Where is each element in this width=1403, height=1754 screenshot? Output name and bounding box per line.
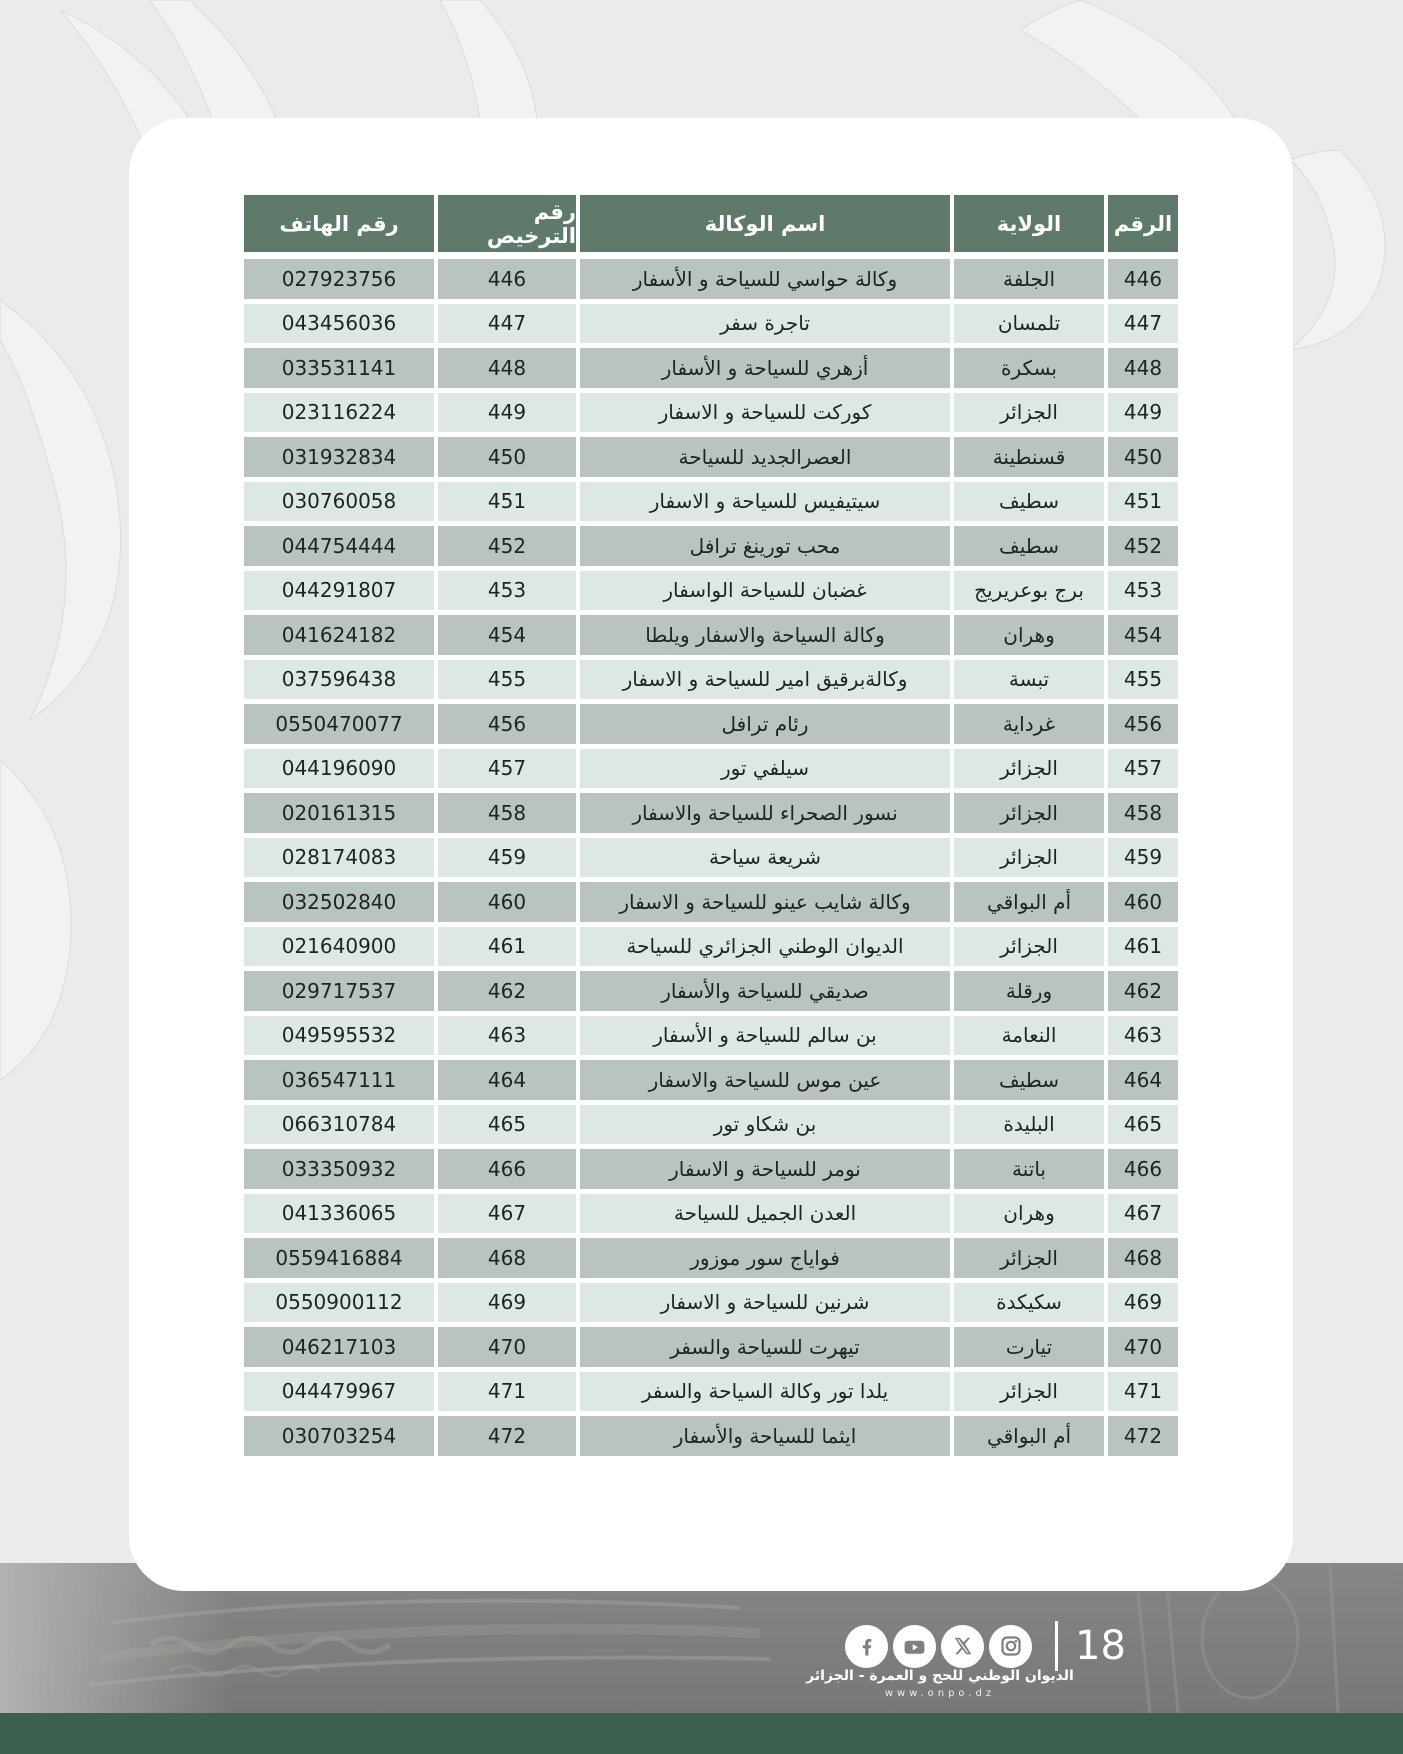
cell-num: 453 [1108, 571, 1178, 611]
cell-phone: 0550470077 [244, 704, 434, 744]
cell-license: 460 [438, 882, 576, 922]
cell-num: 451 [1108, 482, 1178, 522]
cell-wilaya: وهران [954, 615, 1104, 655]
cell-wilaya: الجزائر [954, 1372, 1104, 1412]
cell-wilaya: الجزائر [954, 838, 1104, 878]
cell-phone: 044291807 [244, 571, 434, 611]
cell-num: 469 [1108, 1283, 1178, 1323]
cell-num: 447 [1108, 304, 1178, 344]
cell-license: 450 [438, 437, 576, 477]
cell-license: 449 [438, 393, 576, 433]
cell-wilaya: سكيكدة [954, 1283, 1104, 1323]
cell-phone: 043456036 [244, 304, 434, 344]
cell-num: 449 [1108, 393, 1178, 433]
cell-agency: سيلفي تور [580, 749, 950, 789]
cell-license: 467 [438, 1194, 576, 1234]
cell-license: 457 [438, 749, 576, 789]
cell-wilaya: الجزائر [954, 749, 1104, 789]
cell-phone: 0559416884 [244, 1238, 434, 1278]
cell-num: 450 [1108, 437, 1178, 477]
cell-num: 465 [1108, 1105, 1178, 1145]
cell-agency: سيتيفيس للسياحة و الاسفار [580, 482, 950, 522]
cell-agency: محب تورينغ ترافل [580, 526, 950, 566]
cell-license: 446 [438, 259, 576, 299]
cell-license: 464 [438, 1060, 576, 1100]
organization-name: الديوان الوطني للحج و العمرة - الجزائر [806, 1668, 1074, 1684]
cell-license: 448 [438, 348, 576, 388]
table-header-row [244, 195, 1178, 252]
cell-license: 462 [438, 971, 576, 1011]
cell-agency: نسور الصحراء للسياحة والاسفار [580, 793, 950, 833]
cell-phone: 041336065 [244, 1194, 434, 1234]
cell-wilaya: ورقلة [954, 971, 1104, 1011]
cell-phone: 044754444 [244, 526, 434, 566]
cell-wilaya: أم البواقي [954, 882, 1104, 922]
cell-num: 466 [1108, 1149, 1178, 1189]
cell-agency: غضبان للسياحة الواسفار [580, 571, 950, 611]
cell-phone: 044196090 [244, 749, 434, 789]
cell-num: 468 [1108, 1238, 1178, 1278]
cell-license: 459 [438, 838, 576, 878]
cell-wilaya: غرداية [954, 704, 1104, 744]
cell-license: 458 [438, 793, 576, 833]
cell-license: 470 [438, 1327, 576, 1367]
cell-agency: شرنين للسياحة و الاسفار [580, 1283, 950, 1323]
cell-agency: بن سالم للسياحة و الأسفار [580, 1016, 950, 1056]
cell-num: 463 [1108, 1016, 1178, 1056]
cell-license: 472 [438, 1416, 576, 1456]
agencies-table-body [244, 259, 1178, 1456]
cell-phone: 037596438 [244, 660, 434, 700]
cell-agency: رئام ترافل [580, 704, 950, 744]
cell-num: 457 [1108, 749, 1178, 789]
cell-agency: يلدا تور وكالة السياحة والسفر [580, 1372, 950, 1412]
cell-num: 458 [1108, 793, 1178, 833]
cell-wilaya: الجزائر [954, 393, 1104, 433]
cell-license: 453 [438, 571, 576, 611]
cell-license: 455 [438, 660, 576, 700]
cell-phone: 020161315 [244, 793, 434, 833]
cell-license: 461 [438, 927, 576, 967]
cell-license: 451 [438, 482, 576, 522]
cell-agency: فواياج سور موزور [580, 1238, 950, 1278]
cell-wilaya: أم البواقي [954, 1416, 1104, 1456]
cell-phone: 036547111 [244, 1060, 434, 1100]
header-license-number: رقم الترخيص [438, 195, 576, 252]
header-agency-name: اسم الوكالة [580, 195, 950, 252]
content-card [129, 118, 1293, 1591]
cell-phone: 041624182 [244, 615, 434, 655]
cell-phone: 049595532 [244, 1016, 434, 1056]
cell-phone: 028174083 [244, 838, 434, 878]
cell-num: 464 [1108, 1060, 1178, 1100]
cell-phone: 029717537 [244, 971, 434, 1011]
cell-wilaya: سطيف [954, 482, 1104, 522]
cell-wilaya: وهران [954, 1194, 1104, 1234]
cell-phone: 027923756 [244, 259, 434, 299]
cell-num: 470 [1108, 1327, 1178, 1367]
cell-phone: 031932834 [244, 437, 434, 477]
page-number: 18 [1075, 1622, 1126, 1669]
cell-num: 472 [1108, 1416, 1178, 1456]
cell-phone: 030760058 [244, 482, 434, 522]
cell-license: 456 [438, 704, 576, 744]
cell-num: 471 [1108, 1372, 1178, 1412]
cell-agency: الديوان الوطني الجزائري للسياحة [580, 927, 950, 967]
cell-wilaya: الجلفة [954, 259, 1104, 299]
cell-num: 448 [1108, 348, 1178, 388]
cell-license: 468 [438, 1238, 576, 1278]
cell-agency: وكالة شايب عينو للسياحة و الاسفار [580, 882, 950, 922]
facebook-icon [845, 1625, 888, 1668]
header-phone-number: رقم الهاتف [244, 195, 434, 252]
cell-num: 467 [1108, 1194, 1178, 1234]
cell-agency: ايثما للسياحة والأسفار [580, 1416, 950, 1456]
cell-wilaya: تلمسان [954, 304, 1104, 344]
cell-license: 466 [438, 1149, 576, 1189]
cell-agency: تاجرة سفر [580, 304, 950, 344]
cell-license: 452 [438, 526, 576, 566]
cell-phone: 044479967 [244, 1372, 434, 1412]
cell-wilaya: الجزائر [954, 927, 1104, 967]
cell-num: 446 [1108, 259, 1178, 299]
cell-agency: وكالة حواسي للسياحة و الأسفار [580, 259, 950, 299]
header-wilaya: الولاية [954, 195, 1104, 252]
cell-agency: العصرالجديد للسياحة [580, 437, 950, 477]
cell-wilaya: سطيف [954, 1060, 1104, 1100]
cell-agency: تيهرت للسياحة والسفر [580, 1327, 950, 1367]
cell-license: 469 [438, 1283, 576, 1323]
website-url: www.onpo.dz [884, 1688, 996, 1699]
cell-wilaya: بسكرة [954, 348, 1104, 388]
cell-license: 454 [438, 615, 576, 655]
cell-wilaya: الجزائر [954, 793, 1104, 833]
cell-wilaya: برج بوعريريج [954, 571, 1104, 611]
cell-wilaya: قسنطينة [954, 437, 1104, 477]
cell-num: 462 [1108, 971, 1178, 1011]
cell-license: 465 [438, 1105, 576, 1145]
cell-wilaya: البليدة [954, 1105, 1104, 1145]
cell-phone: 033350932 [244, 1149, 434, 1189]
cell-phone: 030703254 [244, 1416, 434, 1456]
cell-agency: أزهري للسياحة و الأسفار [580, 348, 950, 388]
cell-license: 471 [438, 1372, 576, 1412]
cell-num: 459 [1108, 838, 1178, 878]
cell-wilaya: باتنة [954, 1149, 1104, 1189]
cell-wilaya: تيارت [954, 1327, 1104, 1367]
cell-num: 460 [1108, 882, 1178, 922]
cell-phone: 046217103 [244, 1327, 434, 1367]
cell-agency: وكالة السياحة والاسفار ويلطا [580, 615, 950, 655]
footer-social-row [845, 1621, 1126, 1671]
header-number: الرقم [1108, 195, 1178, 252]
cell-phone: 066310784 [244, 1105, 434, 1145]
cell-wilaya: النعامة [954, 1016, 1104, 1056]
cell-agency: عين موس للسياحة والاسفار [580, 1060, 950, 1100]
cell-phone: 033531141 [244, 348, 434, 388]
cell-wilaya: سطيف [954, 526, 1104, 566]
cell-agency: وكالةبرقيق امير للسياحة و الاسفار [580, 660, 950, 700]
cell-agency: صديقي للسياحة والأسفار [580, 971, 950, 1011]
cell-num: 461 [1108, 927, 1178, 967]
youtube-icon [893, 1625, 936, 1668]
cell-num: 455 [1108, 660, 1178, 700]
cell-phone: 032502840 [244, 882, 434, 922]
instagram-icon [989, 1625, 1032, 1668]
cell-license: 447 [438, 304, 576, 344]
cell-agency: شريعة سياحة [580, 838, 950, 878]
cell-agency: بن شكاو تور [580, 1105, 950, 1145]
agencies-table [244, 195, 1178, 1456]
bottom-green-strip [0, 1713, 1403, 1754]
cell-agency: كوركت للسياحة و الاسفار [580, 393, 950, 433]
footer-divider-bar [1055, 1621, 1058, 1671]
cell-wilaya: الجزائر [954, 1238, 1104, 1278]
cell-wilaya: تبسة [954, 660, 1104, 700]
cell-num: 452 [1108, 526, 1178, 566]
cell-license: 463 [438, 1016, 576, 1056]
cell-num: 454 [1108, 615, 1178, 655]
cell-agency: نومر للسياحة و الاسفار [580, 1149, 950, 1189]
cell-phone: 021640900 [244, 927, 434, 967]
cell-phone: 0550900112 [244, 1283, 434, 1323]
cell-agency: العدن الجميل للسياحة [580, 1194, 950, 1234]
cell-phone: 023116224 [244, 393, 434, 433]
cell-num: 456 [1108, 704, 1178, 744]
x-icon [941, 1625, 984, 1668]
